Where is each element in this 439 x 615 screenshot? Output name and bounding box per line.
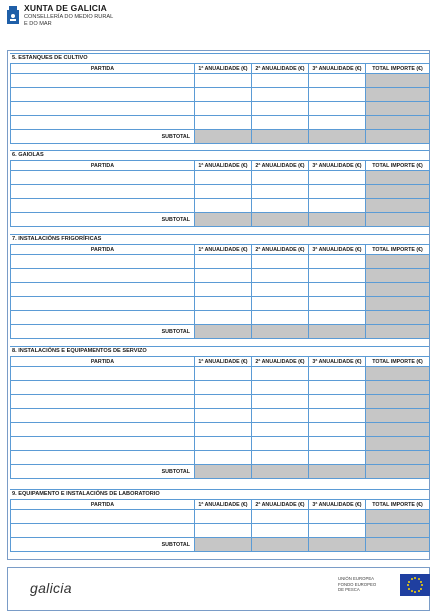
subtotal-cell <box>366 465 430 479</box>
subtotal-label: SUBTOTAL <box>11 130 195 144</box>
eu-star-icon <box>408 588 410 590</box>
eu-star-icon <box>411 578 413 580</box>
input-cell[interactable] <box>195 255 252 269</box>
input-cell[interactable] <box>309 185 366 199</box>
input-cell[interactable] <box>252 311 309 325</box>
total-cell <box>366 524 430 538</box>
input-cell[interactable] <box>309 283 366 297</box>
column-header: TOTAL IMPORTE (€) <box>366 245 430 255</box>
eu-line-3: DE PESCA <box>338 587 360 592</box>
input-cell[interactable] <box>309 437 366 451</box>
eu-star-icon <box>418 590 420 592</box>
column-header: 2ª ANUALIDADE (€) <box>252 357 309 367</box>
input-cell[interactable] <box>252 381 309 395</box>
input-cell[interactable] <box>309 423 366 437</box>
input-cell[interactable] <box>195 409 252 423</box>
input-cell[interactable] <box>195 74 252 88</box>
input-cell[interactable] <box>11 381 195 395</box>
total-cell <box>366 409 430 423</box>
input-cell[interactable] <box>195 199 252 213</box>
column-header: 3ª ANUALIDADE (€) <box>309 245 366 255</box>
section-title: 9. EQUIPAMENTO E INSTALACIÓNS DE LABORATORIO <box>10 489 429 499</box>
column-header: 2ª ANUALIDADE (€) <box>252 245 309 255</box>
subtotal-cell <box>252 325 309 339</box>
total-cell <box>366 269 430 283</box>
subtotal-cell <box>366 130 430 144</box>
table-header-row <box>11 64 430 74</box>
input-cell[interactable] <box>195 185 252 199</box>
input-cell[interactable] <box>252 437 309 451</box>
input-cell[interactable] <box>195 102 252 116</box>
xunta-crest-icon <box>6 5 20 27</box>
table-row <box>11 283 430 297</box>
input-cell[interactable] <box>11 524 195 538</box>
input-cell[interactable] <box>195 395 252 409</box>
subtotal-cell <box>195 325 252 339</box>
input-cell[interactable] <box>11 199 195 213</box>
total-cell <box>366 297 430 311</box>
column-header: PARTIDA <box>11 161 195 171</box>
input-cell[interactable] <box>11 269 195 283</box>
eu-line-1: UNIÓN EUROPEA <box>338 576 375 581</box>
input-cell[interactable] <box>309 255 366 269</box>
table-row <box>11 395 430 409</box>
total-cell <box>366 255 430 269</box>
subtotal-cell <box>252 213 309 227</box>
input-cell[interactable] <box>11 367 195 381</box>
input-cell[interactable] <box>252 283 309 297</box>
input-cell[interactable] <box>11 283 195 297</box>
table-row <box>11 297 430 311</box>
eu-star-icon <box>414 591 416 593</box>
input-cell[interactable] <box>309 311 366 325</box>
input-cell[interactable] <box>252 510 309 524</box>
total-cell <box>366 437 430 451</box>
input-cell[interactable] <box>11 437 195 451</box>
table-row <box>11 367 430 381</box>
table-row <box>11 199 430 213</box>
table-row <box>11 451 430 465</box>
subtotal-cell <box>309 325 366 339</box>
total-cell <box>366 367 430 381</box>
input-cell[interactable] <box>11 102 195 116</box>
subtotal-cell <box>309 538 366 552</box>
column-header: 1ª ANUALIDADE (€) <box>195 161 252 171</box>
subtotal-cell <box>252 130 309 144</box>
input-cell[interactable] <box>309 510 366 524</box>
budget-section <box>10 489 429 552</box>
eu-star-icon <box>418 578 420 580</box>
column-header: 2ª ANUALIDADE (€) <box>252 500 309 510</box>
input-cell[interactable] <box>309 297 366 311</box>
budget-section <box>10 346 429 479</box>
section-title: 6. GAIOLAS <box>10 150 429 160</box>
table-row <box>11 102 430 116</box>
table-row <box>11 423 430 437</box>
table-row <box>11 524 430 538</box>
table-row <box>11 88 430 102</box>
column-header: TOTAL IMPORTE (€) <box>366 64 430 74</box>
column-header: TOTAL IMPORTE (€) <box>366 161 430 171</box>
input-cell[interactable] <box>195 171 252 185</box>
table-row <box>11 171 430 185</box>
input-cell[interactable] <box>309 88 366 102</box>
eu-star-icon <box>408 581 410 583</box>
budget-table <box>10 244 430 339</box>
eu-flag-icon <box>400 574 430 596</box>
total-cell <box>366 88 430 102</box>
galicia-brand: galicia <box>30 580 72 596</box>
input-cell[interactable] <box>309 367 366 381</box>
input-cell[interactable] <box>195 88 252 102</box>
input-cell[interactable] <box>195 367 252 381</box>
input-cell[interactable] <box>195 510 252 524</box>
budget-section <box>10 53 429 144</box>
eu-star-icon <box>420 588 422 590</box>
subtotal-cell <box>252 538 309 552</box>
document-footer <box>7 567 430 611</box>
column-header: 1ª ANUALIDADE (€) <box>195 500 252 510</box>
total-cell <box>366 74 430 88</box>
total-cell <box>366 510 430 524</box>
subtotal-row <box>11 465 430 479</box>
input-cell[interactable] <box>252 116 309 130</box>
input-cell[interactable] <box>309 381 366 395</box>
table-row <box>11 255 430 269</box>
input-cell[interactable] <box>195 116 252 130</box>
input-cell[interactable] <box>309 116 366 130</box>
subtotal-label: SUBTOTAL <box>11 465 195 479</box>
input-cell[interactable] <box>309 524 366 538</box>
subtotal-cell <box>195 213 252 227</box>
column-header: TOTAL IMPORTE (€) <box>366 500 430 510</box>
input-cell[interactable] <box>195 283 252 297</box>
input-cell[interactable] <box>11 423 195 437</box>
total-cell <box>366 311 430 325</box>
total-cell <box>366 423 430 437</box>
total-cell <box>366 116 430 130</box>
input-cell[interactable] <box>11 451 195 465</box>
input-cell[interactable] <box>309 102 366 116</box>
table-header-row <box>11 245 430 255</box>
input-cell[interactable] <box>309 409 366 423</box>
subtotal-label: SUBTOTAL <box>11 538 195 552</box>
column-header: PARTIDA <box>11 64 195 74</box>
input-cell[interactable] <box>252 185 309 199</box>
budget-section <box>10 150 429 227</box>
input-cell[interactable] <box>195 381 252 395</box>
input-cell[interactable] <box>195 451 252 465</box>
section-title: 7. INSTALACIÓNS FRIGORÍFICAS <box>10 234 429 244</box>
table-row <box>11 510 430 524</box>
total-cell <box>366 102 430 116</box>
column-header: 2ª ANUALIDADE (€) <box>252 161 309 171</box>
subtotal-cell <box>195 465 252 479</box>
input-cell[interactable] <box>252 524 309 538</box>
input-cell[interactable] <box>252 199 309 213</box>
input-cell[interactable] <box>195 297 252 311</box>
subtotal-cell <box>195 130 252 144</box>
input-cell[interactable] <box>309 171 366 185</box>
total-cell <box>366 381 430 395</box>
input-cell[interactable] <box>252 171 309 185</box>
input-cell[interactable] <box>252 255 309 269</box>
budget-table <box>10 499 430 552</box>
subtotal-cell <box>366 213 430 227</box>
table-row <box>11 311 430 325</box>
table-row <box>11 74 430 88</box>
table-row <box>11 437 430 451</box>
subtotal-row <box>11 325 430 339</box>
input-cell[interactable] <box>252 88 309 102</box>
subtotal-label: SUBTOTAL <box>11 325 195 339</box>
input-cell[interactable] <box>309 451 366 465</box>
input-cell[interactable] <box>252 423 309 437</box>
subtotal-cell <box>309 213 366 227</box>
subtotal-cell <box>366 325 430 339</box>
column-header: 1ª ANUALIDADE (€) <box>195 357 252 367</box>
table-header-row <box>11 357 430 367</box>
subtotal-cell <box>366 538 430 552</box>
input-cell[interactable] <box>252 74 309 88</box>
column-header: 3ª ANUALIDADE (€) <box>309 64 366 74</box>
total-cell <box>366 185 430 199</box>
column-header: 1ª ANUALIDADE (€) <box>195 245 252 255</box>
budget-table <box>10 356 430 479</box>
column-header: 2ª ANUALIDADE (€) <box>252 64 309 74</box>
eu-star-icon <box>411 590 413 592</box>
input-cell[interactable] <box>11 510 195 524</box>
total-cell <box>366 171 430 185</box>
input-cell[interactable] <box>195 311 252 325</box>
eu-line-2: FONDO EUROPEO <box>338 581 377 587</box>
section-title: 5. ESTANQUES DE CULTIVO <box>10 53 429 63</box>
input-cell[interactable] <box>252 409 309 423</box>
column-header: PARTIDA <box>11 357 195 367</box>
input-cell[interactable] <box>252 269 309 283</box>
input-cell[interactable] <box>11 297 195 311</box>
table-row <box>11 269 430 283</box>
input-cell[interactable] <box>252 451 309 465</box>
input-cell[interactable] <box>252 297 309 311</box>
input-cell[interactable] <box>195 269 252 283</box>
section-title: 8. INSTALACIÓNS E EQUIPAMENTOS DE SERVIZO <box>10 346 429 356</box>
total-cell <box>366 451 430 465</box>
input-cell[interactable] <box>11 185 195 199</box>
input-cell[interactable] <box>252 102 309 116</box>
input-cell[interactable] <box>195 524 252 538</box>
column-header: 3ª ANUALIDADE (€) <box>309 500 366 510</box>
table-header-row <box>11 161 430 171</box>
column-header: PARTIDA <box>11 245 195 255</box>
dept-line-2: E DO MAR <box>24 21 52 28</box>
input-cell[interactable] <box>309 74 366 88</box>
column-header: PARTIDA <box>11 500 195 510</box>
column-header: TOTAL IMPORTE (€) <box>366 357 430 367</box>
input-cell[interactable] <box>195 423 252 437</box>
input-cell[interactable] <box>11 74 195 88</box>
subtotal-cell <box>309 130 366 144</box>
eu-star-icon <box>420 581 422 583</box>
total-cell <box>366 395 430 409</box>
input-cell[interactable] <box>252 395 309 409</box>
table-row <box>11 381 430 395</box>
input-cell[interactable] <box>11 88 195 102</box>
table-row <box>11 185 430 199</box>
budget-table <box>10 63 430 144</box>
input-cell[interactable] <box>11 255 195 269</box>
org-title: XUNTA DE GALICIA <box>24 3 108 13</box>
dept-line-1: CONSELLERÍA DO MEDIO RURAL <box>24 14 114 20</box>
column-header: 3ª ANUALIDADE (€) <box>309 357 366 367</box>
column-header: 1ª ANUALIDADE (€) <box>195 64 252 74</box>
input-cell[interactable] <box>11 409 195 423</box>
table-row <box>11 409 430 423</box>
column-header: 3ª ANUALIDADE (€) <box>309 161 366 171</box>
input-cell[interactable] <box>11 311 195 325</box>
input-cell[interactable] <box>11 116 195 130</box>
eu-star-icon <box>414 577 416 579</box>
input-cell[interactable] <box>11 395 195 409</box>
input-cell[interactable] <box>309 199 366 213</box>
input-cell[interactable] <box>195 437 252 451</box>
budget-table <box>10 160 430 227</box>
subtotal-label: SUBTOTAL <box>11 213 195 227</box>
subtotal-cell <box>195 538 252 552</box>
subtotal-row <box>11 130 430 144</box>
budget-section <box>10 234 429 339</box>
subtotal-row <box>11 213 430 227</box>
total-cell <box>366 283 430 297</box>
table-row <box>11 116 430 130</box>
document-header <box>6 4 113 44</box>
eu-star-icon <box>421 584 423 586</box>
subtotal-cell <box>309 465 366 479</box>
eu-funding-text <box>338 576 376 593</box>
input-cell[interactable] <box>309 269 366 283</box>
total-cell <box>366 199 430 213</box>
table-header-row <box>11 500 430 510</box>
subtotal-cell <box>252 465 309 479</box>
eu-star-icon <box>407 584 409 586</box>
subtotal-row <box>11 538 430 552</box>
input-cell[interactable] <box>252 367 309 381</box>
input-cell[interactable] <box>309 395 366 409</box>
input-cell[interactable] <box>11 171 195 185</box>
